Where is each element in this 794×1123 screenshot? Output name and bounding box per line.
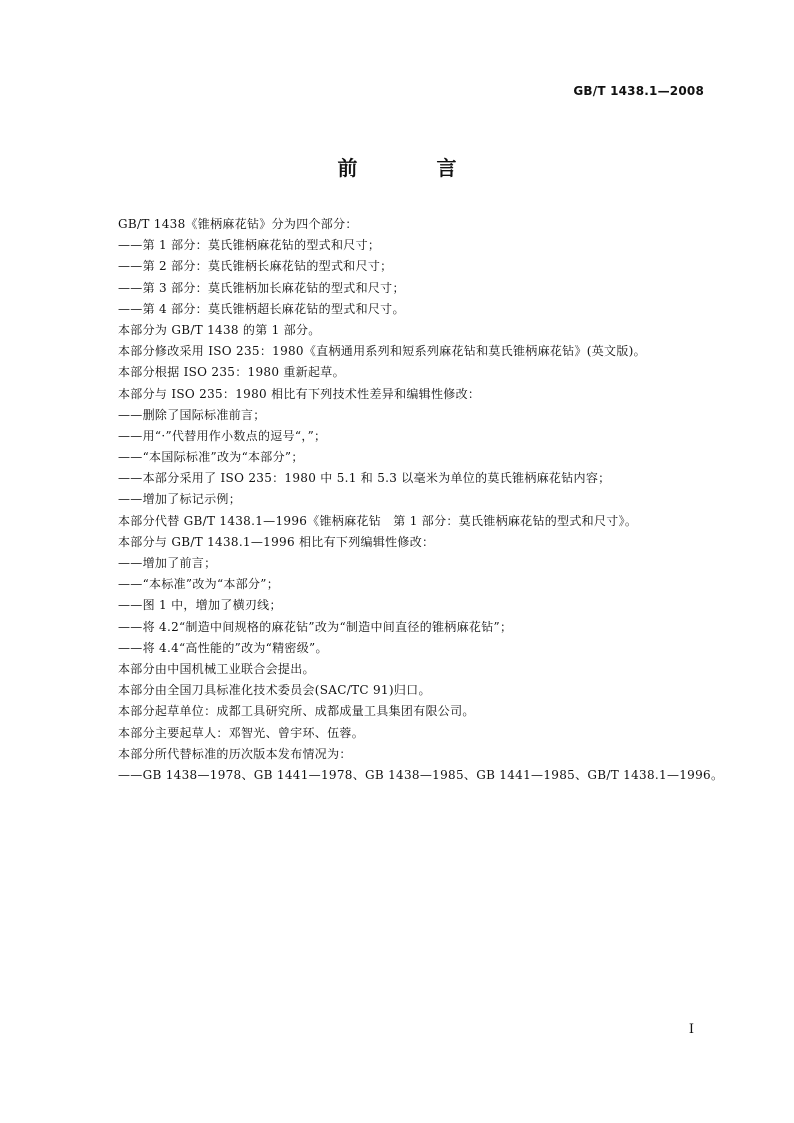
text-line: 本部分根据 ISO 235：1980 重新起草。	[118, 365, 345, 380]
text-line: 本部分为 GB/T 1438 的第 1 部分。	[118, 322, 321, 337]
page-title: 前 言	[337, 156, 493, 180]
text-line: ——本部分采用了 ISO 235：1980 中 5.1 和 5.3 以毫米为单位的莫氏锥柄麻花钻内容；	[118, 471, 611, 486]
text-line: ——“本标准”改为“本部分”；	[118, 577, 280, 592]
foreword-body	[118, 214, 724, 786]
text-line: 本部分主要起草人：邓智光、曾宇环、伍蓉。	[118, 725, 365, 740]
text-line: ——GB 1438—1978、GB 1441—1978、GB 1438—1985、GB 1441—1985、GB/T 1438.1—1996。	[118, 767, 724, 782]
standard-code: GB/T 1438.1—2008	[573, 84, 704, 98]
text-line: 本部分修改采用 ISO 235：1980《直柄通用系列和短系列麻花钻和莫氏锥柄麻花钻》(英文版)。	[118, 344, 646, 359]
text-line: ——用“·”代替用作小数点的逗号“，”；	[118, 428, 327, 443]
text-line: ——增加了标记示例；	[118, 492, 242, 507]
text-line: ——第 2 部分：莫氏锥柄长麻花钻的型式和尺寸；	[118, 259, 393, 274]
text-line: 本部分所代替标准的历次版本发布情况为：	[118, 746, 352, 761]
text-line: 本部分代替 GB/T 1438.1—1996《锥柄麻花钻 第 1 部分：莫氏锥柄麻花钻的型式和尺寸》。	[118, 513, 638, 528]
text-line: ——图 1 中，增加了横刃线；	[118, 598, 282, 613]
text-line: 本部分由中国机械工业联合会提出。	[118, 661, 315, 676]
text-line: 本部分由全国刀具标准化技术委员会(SAC/TC 91)归口。	[118, 683, 431, 698]
text-line: ——第 1 部分：莫氏锥柄麻花钻的型式和尺寸；	[118, 238, 381, 253]
text-line: ——将 4.4“高性能的”改为“精密级”。	[118, 640, 328, 655]
text-line: 本部分起草单位：成都工具研究所、成都成量工具集团有限公司。	[118, 704, 475, 719]
text-line: ——第 4 部分：莫氏锥柄超长麻花钻的型式和尺寸。	[118, 301, 405, 316]
text-line: 本部分与 ISO 235：1980 相比有下列技术性差异和编辑性修改：	[118, 386, 481, 401]
text-line: ——第 3 部分：莫氏锥柄加长麻花钻的型式和尺寸；	[118, 280, 405, 295]
page-number: I	[688, 1022, 694, 1037]
text-line: ——将 4.2“制造中间规格的麻花钻”改为“制造中间直径的锥柄麻花钻”；	[118, 619, 513, 634]
text-line: ——增加了前言；	[118, 556, 217, 570]
text-line: 本部分与 GB/T 1438.1—1996 相比有下列编辑性修改：	[118, 534, 435, 549]
text-line: ——删除了国际标准前言；	[118, 407, 266, 422]
text-line: ——“本国际标准”改为“本部分”；	[118, 450, 304, 465]
text-line: GB/T 1438《锥柄麻花钻》分为四个部分：	[118, 217, 358, 231]
